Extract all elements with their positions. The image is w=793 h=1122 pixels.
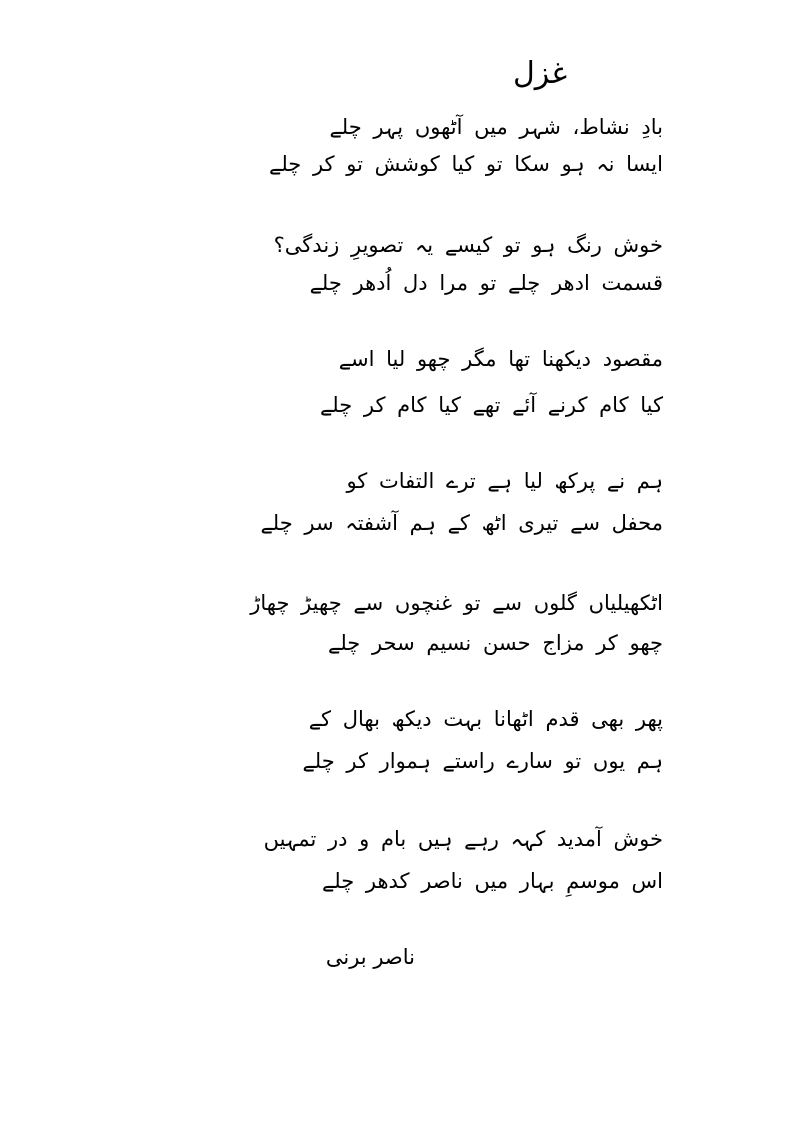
poem-title: غزل xyxy=(512,56,568,91)
couplet-3-line-2: کیا کام کرنے آئے تھے کیا کام کر چلے xyxy=(319,393,663,417)
couplet-6-line-1: پھر بھی قدم اٹھانا بہت دیکھ بھال کے xyxy=(308,707,663,731)
couplet-2-line-2: قسمت ادھر چلے تو مرا دل اُدھر چلے xyxy=(309,271,663,295)
couplet-5-line-2: چھو کر مزاج حسن نسیم سحر چلے xyxy=(328,631,663,655)
couplet-7-line-1: خوش آمدید کہہ رہے ہیں بام و در تمہیں xyxy=(263,827,663,851)
couplet-1-line-2: ایسا نہ ہو سکا تو کیا کوشش تو کر چلے xyxy=(269,152,663,176)
couplet-5-line-1: اٹکھیلیاں گلوں سے تو غنچوں سے چھیڑ چھاڑ xyxy=(250,591,663,615)
couplet-2-line-1: خوش رنگ ہو تو کیسے یہ تصویرِ زندگی؟ xyxy=(273,233,663,257)
couplet-1-line-1: بادِ نشاط، شہر میں آٹھوں پہر چلے xyxy=(329,115,663,139)
couplet-4-line-2: محفل سے تیری اٹھ کے ہم آشفتہ سر چلے xyxy=(260,511,663,535)
couplet-4-line-1: ہم نے پرکھ لیا ہے ترے التفات کو xyxy=(346,469,663,493)
couplet-7-line-2: اس موسمِ بہار میں ناصر کدھر چلے xyxy=(321,869,663,893)
couplet-3-line-1: مقصود دیکھنا تھا مگر چھو لیا اسے xyxy=(338,347,663,371)
couplet-6-line-2: ہم یوں تو سارے راستے ہموار کر چلے xyxy=(302,749,663,773)
poet-signature: ناصر برنی xyxy=(325,945,415,969)
